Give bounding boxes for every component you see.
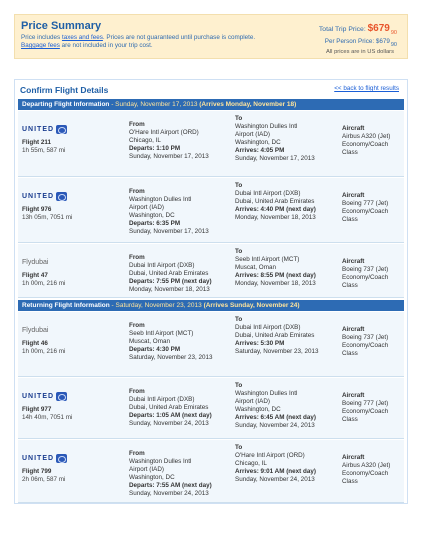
departure-airport-line: Dubai, United Arab Emirates [129,270,209,277]
arrival-airport-line: Dubai Intl Airport (DXB) [235,190,301,197]
arrival-airport-line: Dubai, United Arab Emirates [235,332,315,339]
arrival-time: Arrives: 8:55 PM (next day) [235,272,316,279]
departure-date: Sunday, November 17, 2013 [129,153,209,160]
departure-date: Sunday, November 24, 2013 [129,420,209,427]
to-label: To [235,182,243,189]
departure-info [129,450,229,498]
arrival-airport-line: Muscat, Oman [235,264,276,271]
flight-row [18,178,404,243]
arrival-date: Sunday, November 24, 2013 [235,422,315,429]
flight-number: Flight 46 [22,340,48,347]
departure-time: Departs: 7:55 PM (next day) [129,278,212,285]
returning-section-header: Returning Flight Information - Saturday, November 23, 2013 (Arrives Sunday, November 24) [18,300,404,311]
united-logo-text: UNITED [22,454,55,462]
aircraft-info [342,392,404,424]
arrival-airport-line: Chicago, IL [235,460,267,467]
departure-airport-line: Airport (IAD) [129,466,164,473]
total-price-value: $679 [367,23,390,34]
departure-time: Departs: 7:55 AM (next day) [129,482,212,489]
per-person-price: Per Person Price: $67990 [324,38,397,48]
aircraft-detail: Class [342,282,358,289]
aircraft-info [342,454,404,486]
aircraft-label: Aircraft [342,454,365,461]
flight-row [18,378,404,439]
back-to-results-link[interactable]: << back to flight results [334,85,399,92]
flight-duration: 1h 55m, 587 mi [22,147,66,154]
flight-row [18,244,404,298]
flight-number: Flight 211 [22,139,52,146]
flight-duration: 1h 00m, 216 mi [22,348,66,355]
flight-number: Flight 977 [22,406,52,413]
total-trip-price: Total Trip Price: $\$679_{90}$ [318,23,397,36]
arrival-airport-line: Dubai Intl Airport (DXB) [235,324,301,331]
flydubai-logo-text: Flydubai [22,326,49,334]
departure-info [129,188,229,236]
arrival-time: Arrives: 4:40 PM (next day) [235,206,316,213]
confirm-flight-details-panel [14,79,408,504]
to-label: To [235,382,243,389]
flight-duration: 1h 00m, 216 mi [22,280,66,287]
aircraft-detail: Class [342,416,358,423]
from-label: From [129,254,145,261]
from-label: From [129,188,145,195]
departure-airport-line: Washington Dulles Intl [129,458,192,465]
from-label: From [129,388,145,395]
united-logo-text: UNITED [22,125,55,133]
taxes-and-fees-link[interactable]: taxes and fees [61,34,103,41]
aircraft-detail: Economy/Coach [342,141,389,148]
united-globe-icon [56,125,67,134]
arrival-airport-line: Seeb Intl Airport (MCT) [235,256,300,263]
arrival-time: Arrives: 4:05 PM [235,147,285,154]
united-logo-text: UNITED [22,392,55,400]
flight-number: Flight 976 [22,206,52,213]
arrival-airport-line: Washington Dulles Intl [235,390,298,397]
flight-row [18,111,404,177]
aircraft-detail: Class [342,350,358,357]
departure-date: Sunday, November 17, 2013 [129,228,209,235]
departing-section-header: Departing Flight Information - Sunday, November 17, 2013 (Arrives Monday, November 18) [18,99,404,110]
arrival-date: Saturday, November 23, 2013 [235,348,319,355]
flight-duration: 2h 06m, 587 mi [22,476,66,483]
arrival-info [235,248,335,288]
aircraft-detail: Class [342,478,358,485]
carrier-logo [22,390,67,402]
aircraft-detail: Economy/Coach [342,274,389,281]
to-label: To [235,444,243,451]
arrival-airport-line: Washington, DC [235,139,281,146]
aircraft-label: Aircraft [342,258,365,265]
arrival-date: Sunday, November 17, 2013 [235,155,315,162]
arrival-airport-line: Airport (IAD) [235,131,270,138]
to-label: To [235,115,243,122]
arrival-info [235,444,335,484]
departure-airport-line: Dubai, United Arab Emirates [129,404,209,411]
departure-info [129,322,229,362]
to-label: To [235,248,243,255]
arrival-info [235,115,335,163]
from-label: From [129,322,145,329]
arrival-date: Monday, November 18, 2013 [235,214,316,221]
price-note-taxes: Price includes taxes and fees. Prices are not guaranteed until purchase is complete. [21,34,256,41]
aircraft-detail: Boeing 737 (Jet) [342,334,389,341]
aircraft-info [342,125,404,157]
aircraft-detail: Class [342,216,358,223]
departure-airport-line: Dubai Intl Airport (DXB) [129,396,195,403]
departure-airport-line: Washington, DC [129,474,175,481]
departure-airport-line: Washington, DC [129,212,175,219]
departure-info [129,254,229,294]
flydubai-logo-text: Flydubai [22,258,49,266]
departure-info [129,121,229,161]
carrier-logo [22,123,67,135]
departure-time: Departs: 1:10 PM [129,145,181,152]
aircraft-detail: Airbus A320 (Jet) [342,133,391,140]
arrival-info [235,182,335,222]
aircraft-detail: Boeing 737 (Jet) [342,266,389,273]
flight-number: Flight 47 [22,272,48,279]
from-label: From [129,121,145,128]
currency-note: All prices are in US dollars [326,49,394,55]
aircraft-detail: Boeing 777 (Jet) [342,200,389,207]
departure-time: Departs: 6:35 PM [129,220,181,227]
departure-airport-line: Chicago, IL [129,137,161,144]
from-label: From [129,450,145,457]
united-logo-text: UNITED [22,192,55,200]
confirm-title: Confirm Flight Details [20,85,109,95]
aircraft-detail: Airbus A320 (Jet) [342,462,391,469]
aircraft-info [342,326,404,358]
carrier-logo [22,256,48,268]
arrival-airport-line: Washington Dulles Intl [235,123,298,130]
arrival-airport-line: Dubai, United Arab Emirates [235,198,315,205]
aircraft-label: Aircraft [342,125,365,132]
arrival-airport-line: Washington, DC [235,406,281,413]
arrival-time: Arrives: 6:45 AM (next day) [235,414,316,421]
departure-date: Saturday, November 23, 2013 [129,354,213,361]
arrival-airport-line: O'Hare Intl Airport (ORD) [235,452,305,459]
aircraft-detail: Economy/Coach [342,408,389,415]
departure-airport-line: Washington Dulles Intl [129,196,192,203]
arrival-date: Monday, November 18, 2013 [235,280,316,287]
price-note-baggage: Baggage fees are not included in your trip cost. [21,42,153,49]
flight-row [18,312,404,377]
arrival-date: Sunday, November 24, 2013 [235,476,315,483]
carrier-logo [22,190,67,202]
arrival-time: Arrives: 9:01 AM (next day) [235,468,316,475]
united-globe-icon [56,192,67,201]
arrival-airport-line: Airport (IAD) [235,398,270,405]
carrier-logo [22,324,48,336]
aircraft-detail: Boeing 777 (Jet) [342,400,389,407]
aircraft-detail: Economy/Coach [342,342,389,349]
price-summary-title: Price Summary [21,20,102,32]
departure-date: Monday, November 18, 2013 [129,286,210,293]
arrival-info [235,316,335,356]
departure-time: Departs: 1:05 AM (next day) [129,412,212,419]
aircraft-detail: Economy/Coach [342,470,389,477]
arrival-info [235,382,335,430]
flight-row [18,440,404,503]
aircraft-detail: Economy/Coach [342,208,389,215]
united-globe-icon [56,454,67,463]
baggage-fees-link[interactable]: Baggage fees [21,42,60,49]
arrival-time: Arrives: 5:30 PM [235,340,285,347]
departure-time: Departs: 4:30 PM [129,346,181,353]
flight-number: Flight 799 [22,468,52,475]
departure-info [129,388,229,428]
aircraft-label: Aircraft [342,392,365,399]
united-globe-icon [56,392,67,401]
to-label: To [235,316,243,323]
aircraft-label: Aircraft [342,192,365,199]
price-summary-box [14,14,408,59]
aircraft-info [342,258,404,290]
aircraft-info [342,192,404,224]
departure-airport-line: Seeb Intl Airport (MCT) [129,330,194,337]
carrier-logo [22,452,67,464]
departure-airport-line: Muscat, Oman [129,338,170,345]
departure-airport-line: Airport (IAD) [129,204,164,211]
aircraft-detail: Class [342,149,358,156]
aircraft-label: Aircraft [342,326,365,333]
flight-duration: 14h 40m, 7051 mi [22,414,73,421]
flight-duration: 13h 05m, 7051 mi [22,214,73,221]
departure-airport-line: Dubai Intl Airport (DXB) [129,262,195,269]
departure-airport-line: O'Hare Intl Airport (ORD) [129,129,199,136]
departure-date: Sunday, November 24, 2013 [129,490,209,497]
